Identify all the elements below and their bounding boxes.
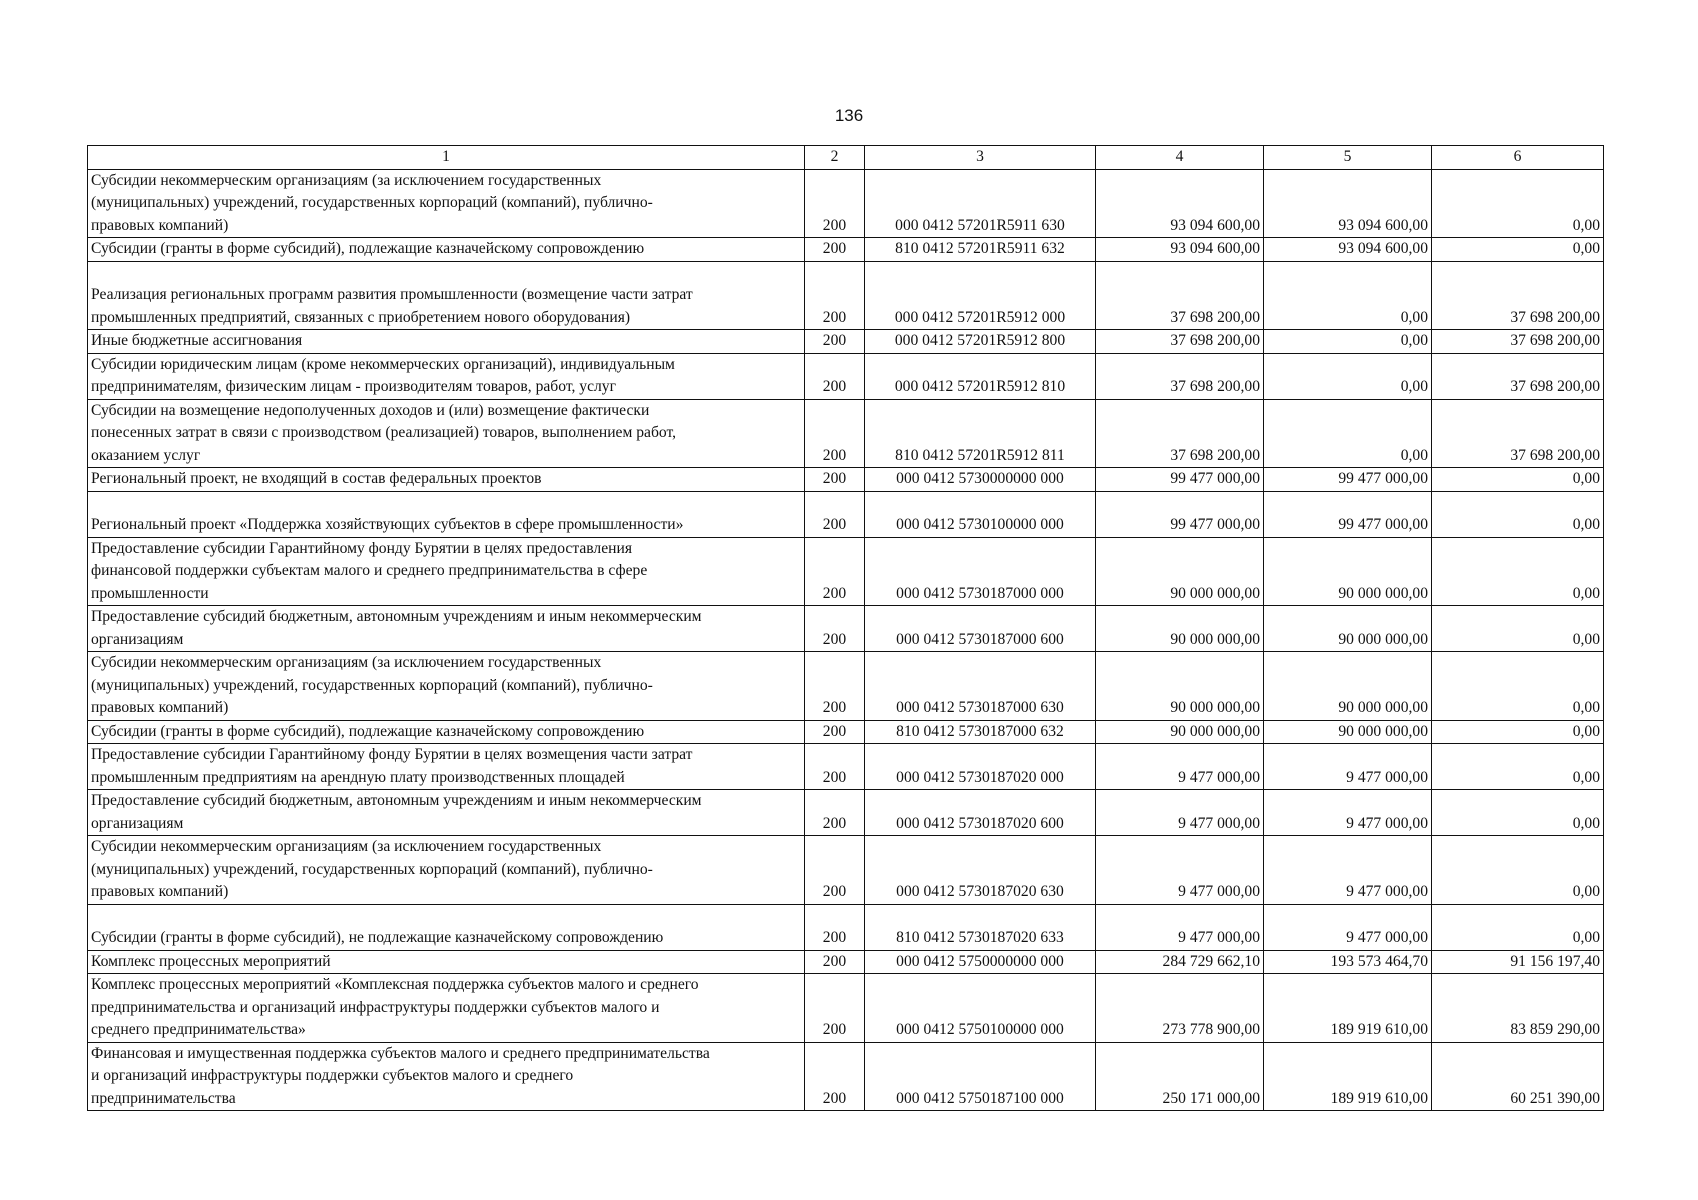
row-amount-col5-cell: 99 477 000,00 — [1264, 468, 1432, 492]
row-name-line: финансовой поддержки субъектам малого и среднего предпринимательства в сфере — [91, 562, 648, 579]
table-row — [88, 904, 1604, 950]
row-amount-col5-cell: 0,00 — [1264, 261, 1432, 330]
row-code-cell: 200 — [805, 353, 865, 399]
row-name-line: Региональный проект «Поддержка хозяйствующих субъектов в сфере промышленности» — [91, 516, 684, 533]
row-name-line: организациям — [91, 630, 184, 648]
table-header-row — [88, 146, 1604, 170]
row-amount-col6-cell: 37 698 200,00 — [1432, 353, 1604, 399]
row-amount-col6-cell: 0,00 — [1432, 537, 1604, 606]
row-code-cell: 200 — [805, 904, 865, 950]
row-name-line: Субсидии юридическим лицам (кроме некоммерческих организаций), индивидуальным — [91, 355, 675, 373]
table-row — [88, 606, 1604, 652]
row-name-line: понесенных затрат в связи с производством (реализацией) товаров, выполнением работ, — [91, 424, 677, 441]
table-row — [88, 238, 1604, 262]
row-classification-cell: 000 0412 5730187000 600 — [865, 606, 1096, 652]
row-amount-col4-cell: 9 477 000,00 — [1096, 790, 1264, 836]
row-amount-col6-cell: 0,00 — [1432, 169, 1604, 238]
table-row — [88, 537, 1604, 606]
row-name-line: правовых компаний) — [91, 699, 229, 716]
row-code-cell: 200 — [805, 836, 865, 905]
table-row — [88, 169, 1604, 238]
row-amount-col4-cell: 93 094 600,00 — [1096, 238, 1264, 262]
row-amount-col6-cell: 0,00 — [1432, 720, 1604, 744]
row-code-cell: 200 — [805, 606, 865, 652]
row-name-cell — [88, 399, 805, 468]
row-code-cell: 200 — [805, 652, 865, 721]
row-name-cell — [88, 744, 805, 790]
row-code-cell: 200 — [805, 744, 865, 790]
table-row — [88, 720, 1604, 744]
row-name-cell — [88, 606, 805, 652]
row-amount-col6-cell: 0,00 — [1432, 468, 1604, 492]
row-name-line: промышленным предприятиям на арендную плату производственных площадей — [91, 768, 625, 786]
row-name-cell — [88, 537, 805, 606]
table-row — [88, 468, 1604, 492]
row-code-cell: 200 — [805, 720, 865, 744]
row-amount-col4-cell: 273 778 900,00 — [1096, 974, 1264, 1043]
row-name-cell — [88, 720, 805, 744]
row-name-line: Комплекс процессных мероприятий — [91, 952, 331, 970]
row-name-line: предпринимателям, физическим лицам - производителям товаров, работ, услуг — [91, 378, 616, 395]
row-name-cell — [88, 836, 805, 905]
row-name-cell — [88, 491, 805, 537]
row-amount-col6-cell: 37 698 200,00 — [1432, 330, 1604, 354]
row-amount-col5-cell: 93 094 600,00 — [1264, 238, 1432, 262]
row-name-line: предпринимательства и организаций инфраструктуры поддержки субъектов малого и — [91, 998, 660, 1016]
row-amount-col6-cell: 91 156 197,40 — [1432, 950, 1604, 974]
row-name-line: Субсидии на возмещение недополученных доходов и (или) возмещение фактически — [91, 401, 650, 419]
row-code-cell: 200 — [805, 330, 865, 354]
row-amount-col4-cell: 99 477 000,00 — [1096, 468, 1264, 492]
row-name-line: (муниципальных) учреждений, государственных корпораций (компаний), публично- — [91, 194, 653, 211]
row-name-line: Иные бюджетные ассигнования — [91, 332, 303, 349]
row-code-cell: 200 — [805, 950, 865, 974]
row-classification-cell: 000 0412 5730187020 630 — [865, 836, 1096, 905]
row-amount-col5-cell: 9 477 000,00 — [1264, 904, 1432, 950]
row-amount-col4-cell: 93 094 600,00 — [1096, 169, 1264, 238]
header-cell-4: 4 — [1096, 146, 1264, 170]
row-code-cell: 200 — [805, 974, 865, 1043]
row-amount-col6-cell: 0,00 — [1432, 790, 1604, 836]
row-amount-col5-cell: 193 573 464,70 — [1264, 950, 1432, 974]
row-classification-cell: 810 0412 5730187000 632 — [865, 720, 1096, 744]
row-name-line: Субсидии (гранты в форме субсидий), подлежащие казначейскому сопровождению — [91, 240, 645, 257]
row-code-cell: 200 — [805, 491, 865, 537]
row-amount-col4-cell: 37 698 200,00 — [1096, 261, 1264, 330]
row-classification-cell: 000 0412 5750000000 000 — [865, 950, 1096, 974]
row-amount-col6-cell: 0,00 — [1432, 606, 1604, 652]
row-amount-col5-cell: 90 000 000,00 — [1264, 652, 1432, 721]
row-classification-cell: 000 0412 5750100000 000 — [865, 974, 1096, 1043]
row-amount-col5-cell: 189 919 610,00 — [1264, 974, 1432, 1043]
row-amount-col4-cell: 9 477 000,00 — [1096, 744, 1264, 790]
row-amount-col6-cell: 0,00 — [1432, 836, 1604, 905]
budget-table-body — [88, 146, 1604, 1111]
row-classification-cell: 000 0412 57201R5912 000 — [865, 261, 1096, 330]
row-name-line: Субсидии некоммерческим организациям (за исключением государственных — [91, 654, 602, 671]
row-amount-col4-cell: 90 000 000,00 — [1096, 652, 1264, 721]
row-amount-col5-cell: 0,00 — [1264, 399, 1432, 468]
row-name-cell — [88, 353, 805, 399]
row-amount-col6-cell: 0,00 — [1432, 744, 1604, 790]
budget-table — [87, 145, 1604, 1111]
header-cell-3: 3 — [865, 146, 1096, 170]
row-name-cell — [88, 330, 805, 354]
row-amount-col5-cell: 0,00 — [1264, 353, 1432, 399]
page-number: 136 — [834, 106, 864, 125]
row-amount-col6-cell: 83 859 290,00 — [1432, 974, 1604, 1043]
row-amount-col4-cell: 250 171 000,00 — [1096, 1042, 1264, 1111]
table-row — [88, 974, 1604, 1043]
row-name-line: промышленности — [91, 584, 209, 602]
row-classification-cell: 000 0412 5730000000 000 — [865, 468, 1096, 492]
row-amount-col4-cell: 284 729 662,10 — [1096, 950, 1264, 974]
row-amount-col6-cell: 37 698 200,00 — [1432, 261, 1604, 330]
row-code-cell: 200 — [805, 399, 865, 468]
row-name-line: (муниципальных) учреждений, государственных корпораций (компаний), публично- — [91, 676, 653, 694]
table-row — [88, 353, 1604, 399]
row-name-line: Субсидии некоммерческим организациям (за исключением государственных — [91, 171, 602, 189]
row-name-line: Региональный проект, не входящий в состав федеральных проектов — [91, 470, 542, 487]
row-name-line: оказанием услуг — [91, 446, 201, 464]
row-name-cell — [88, 974, 805, 1043]
row-name-cell — [88, 904, 805, 950]
table-row — [88, 950, 1604, 974]
row-code-cell: 200 — [805, 169, 865, 238]
row-amount-col5-cell: 189 919 610,00 — [1264, 1042, 1432, 1111]
row-classification-cell: 000 0412 57201R5911 630 — [865, 169, 1096, 238]
row-code-cell: 200 — [805, 1042, 865, 1111]
table-row — [88, 491, 1604, 537]
row-name-line: Комплекс процессных мероприятий «Комплексная поддержка субъектов малого и среднего — [91, 976, 699, 993]
row-name-line — [91, 905, 802, 928]
table-row — [88, 744, 1604, 790]
row-name-line: Предоставление субсидии Гарантийному фонду Бурятии в целях возмещения части затрат — [91, 746, 693, 763]
row-name-line: среднего предпринимательства» — [91, 1021, 306, 1038]
row-name-line: Предоставление субсидий бюджетным, автономным учреждениям и иным некоммерческим — [91, 792, 702, 809]
row-code-cell: 200 — [805, 537, 865, 606]
row-amount-col4-cell: 37 698 200,00 — [1096, 399, 1264, 468]
row-amount-col5-cell: 9 477 000,00 — [1264, 744, 1432, 790]
row-amount-col6-cell: 60 251 390,00 — [1432, 1042, 1604, 1111]
row-amount-col6-cell: 0,00 — [1432, 491, 1604, 537]
table-row — [88, 790, 1604, 836]
row-name-line: Реализация региональных программ развития промышленности (возмещение части затрат — [91, 286, 693, 303]
row-amount-col5-cell: 93 094 600,00 — [1264, 169, 1432, 238]
row-amount-col4-cell: 9 477 000,00 — [1096, 904, 1264, 950]
row-code-cell: 200 — [805, 468, 865, 492]
row-classification-cell: 000 0412 5750187100 000 — [865, 1042, 1096, 1111]
table-row — [88, 330, 1604, 354]
table-row — [88, 261, 1604, 330]
row-amount-col5-cell: 90 000 000,00 — [1264, 537, 1432, 606]
row-name-cell — [88, 790, 805, 836]
row-name-line: Предоставление субсидии Гарантийному фонду Бурятии в целях предоставления — [91, 539, 632, 557]
row-amount-col4-cell: 90 000 000,00 — [1096, 720, 1264, 744]
row-name-line: промышленных предприятий, связанных с приобретением нового оборудования) — [91, 308, 631, 326]
row-name-cell — [88, 1042, 805, 1111]
row-classification-cell: 000 0412 5730187000 630 — [865, 652, 1096, 721]
row-name-cell — [88, 169, 805, 238]
row-code-cell: 200 — [805, 238, 865, 262]
row-name-line: (муниципальных) учреждений, государственных корпораций (компаний), публично- — [91, 860, 653, 878]
row-code-cell: 200 — [805, 790, 865, 836]
row-amount-col5-cell: 0,00 — [1264, 330, 1432, 354]
row-name-line: Субсидии (гранты в форме субсидий), подлежащие казначейскому сопровождению — [91, 722, 645, 740]
row-classification-cell: 000 0412 5730187000 000 — [865, 537, 1096, 606]
row-amount-col4-cell: 90 000 000,00 — [1096, 537, 1264, 606]
row-amount-col4-cell: 99 477 000,00 — [1096, 491, 1264, 537]
row-code-cell: 200 — [805, 261, 865, 330]
row-amount-col5-cell: 99 477 000,00 — [1264, 491, 1432, 537]
header-cell-2: 2 — [805, 146, 865, 170]
row-classification-cell: 000 0412 5730100000 000 — [865, 491, 1096, 537]
table-row — [88, 399, 1604, 468]
row-amount-col5-cell: 90 000 000,00 — [1264, 606, 1432, 652]
row-amount-col4-cell: 9 477 000,00 — [1096, 836, 1264, 905]
header-cell-5: 5 — [1264, 146, 1432, 170]
row-amount-col5-cell: 9 477 000,00 — [1264, 790, 1432, 836]
row-classification-cell: 000 0412 57201R5912 800 — [865, 330, 1096, 354]
row-classification-cell: 810 0412 57201R5911 632 — [865, 238, 1096, 262]
row-name-cell — [88, 652, 805, 721]
row-name-cell — [88, 261, 805, 330]
row-name-line: предпринимательства — [91, 1089, 236, 1107]
row-amount-col4-cell: 37 698 200,00 — [1096, 353, 1264, 399]
row-name-line: Предоставление субсидий бюджетным, автономным учреждениям и иным некоммерческим — [91, 608, 702, 625]
row-name-line: правовых компаний) — [91, 216, 229, 234]
row-amount-col4-cell: 90 000 000,00 — [1096, 606, 1264, 652]
row-name-line: организациям — [91, 814, 184, 832]
row-amount-col6-cell: 0,00 — [1432, 652, 1604, 721]
table-row — [88, 836, 1604, 905]
row-classification-cell: 810 0412 5730187020 633 — [865, 904, 1096, 950]
row-name-cell — [88, 468, 805, 492]
table-row — [88, 652, 1604, 721]
row-classification-cell: 000 0412 57201R5912 810 — [865, 353, 1096, 399]
row-name-cell — [88, 950, 805, 974]
header-cell-6: 6 — [1432, 146, 1604, 170]
row-amount-col5-cell: 9 477 000,00 — [1264, 836, 1432, 905]
table-row — [88, 1042, 1604, 1111]
row-name-line: правовых компаний) — [91, 883, 229, 900]
row-amount-col5-cell: 90 000 000,00 — [1264, 720, 1432, 744]
row-name-line: Субсидии некоммерческим организациям (за исключением государственных — [91, 838, 602, 855]
row-amount-col6-cell: 0,00 — [1432, 904, 1604, 950]
row-classification-cell: 000 0412 5730187020 000 — [865, 744, 1096, 790]
row-name-line: Субсидии (гранты в форме субсидий), не подлежащие казначейскому сопровождению — [91, 929, 664, 946]
row-name-line: и организаций инфраструктуры поддержки субъектов малого и среднего — [91, 1067, 574, 1084]
row-classification-cell: 810 0412 57201R5912 811 — [865, 399, 1096, 468]
row-name-cell — [88, 238, 805, 262]
row-classification-cell: 000 0412 5730187020 600 — [865, 790, 1096, 836]
row-name-line: Финансовая и имущественная поддержка субъектов малого и среднего предпринимательства — [91, 1044, 710, 1062]
row-name-line — [91, 492, 802, 515]
header-cell-1: 1 — [88, 146, 805, 170]
row-amount-col4-cell: 37 698 200,00 — [1096, 330, 1264, 354]
row-amount-col6-cell: 37 698 200,00 — [1432, 399, 1604, 468]
row-amount-col6-cell: 0,00 — [1432, 238, 1604, 262]
row-name-line — [91, 262, 802, 285]
